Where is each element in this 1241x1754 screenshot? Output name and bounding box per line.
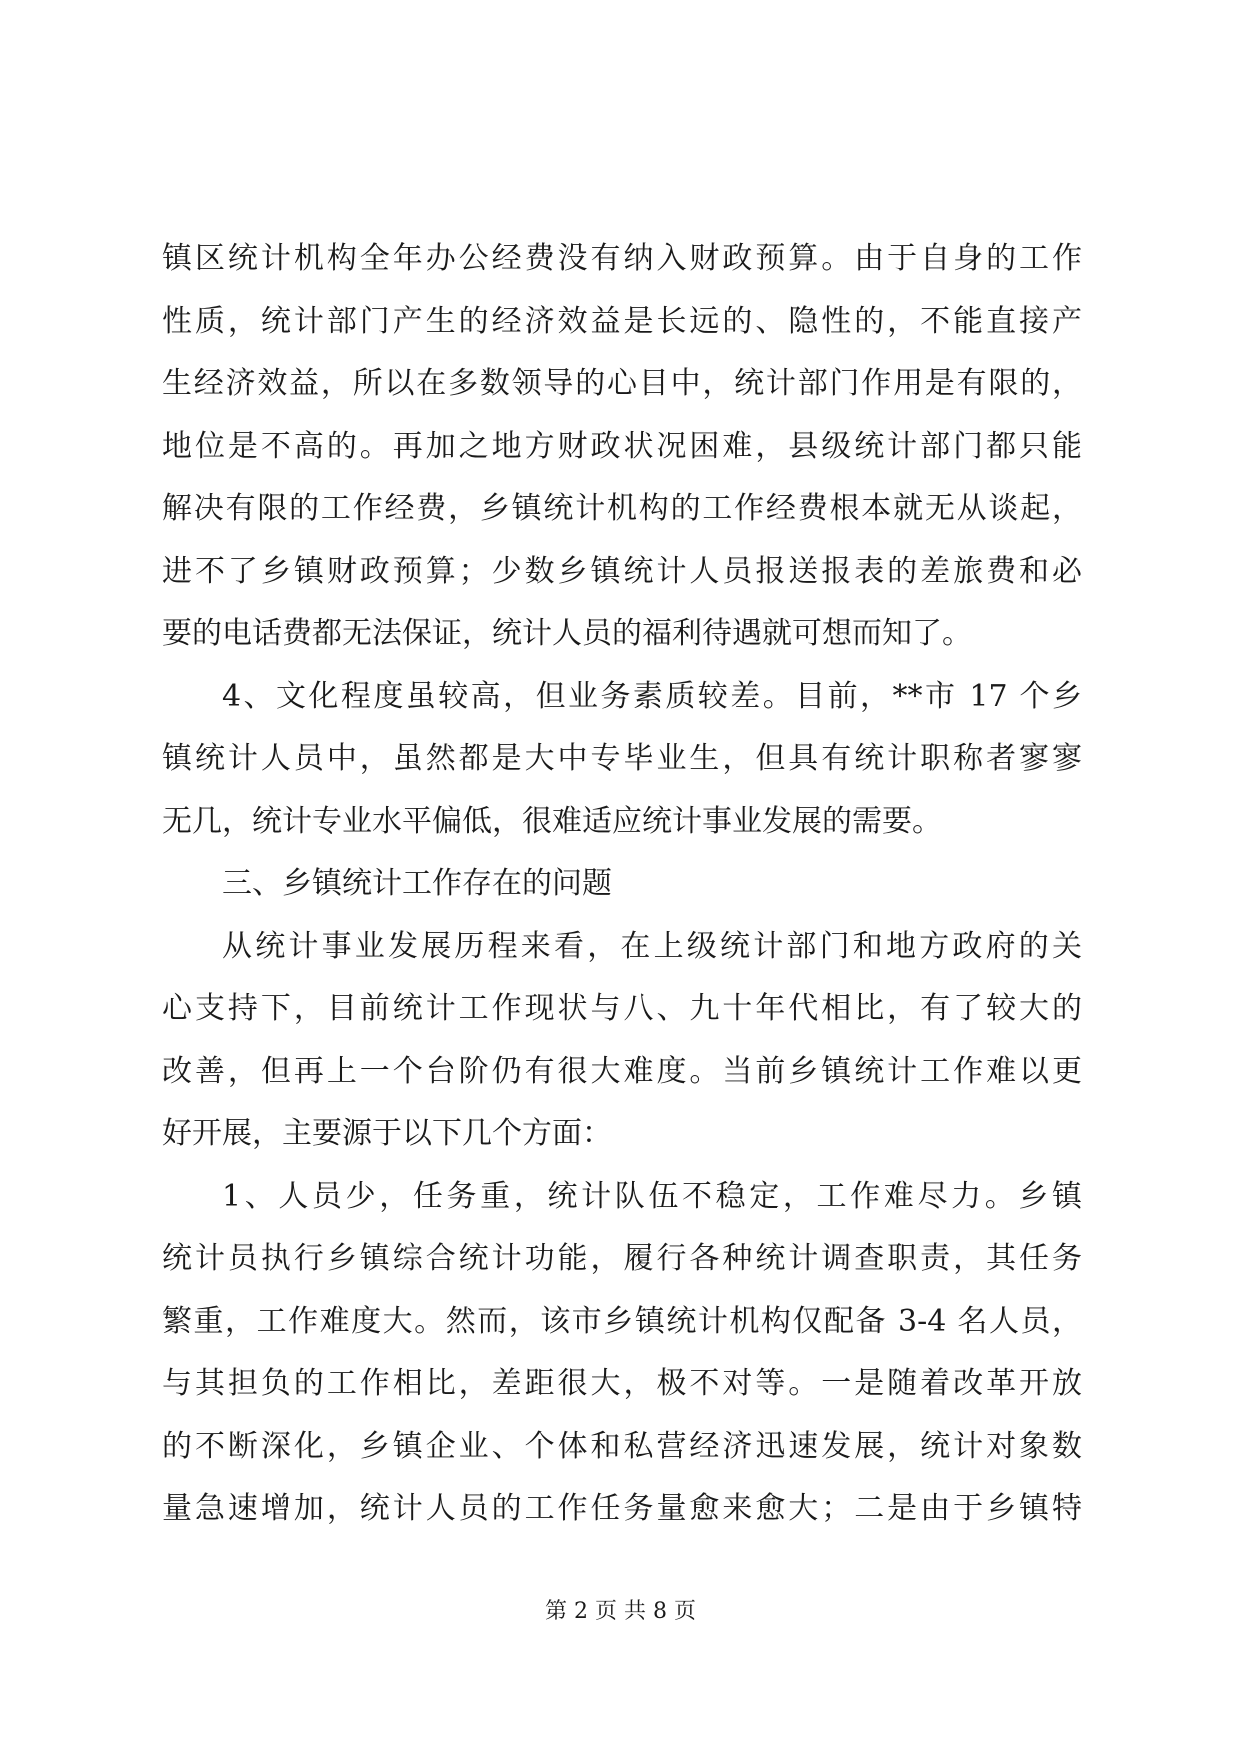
- text-line: 的不断深化，乡镇企业、个体和私营经济迅速发展，统计对象数: [162, 1428, 1082, 1464]
- text-line: 镇区统计机构全年办公经费没有纳入财政预算。由于自身的工作: [162, 241, 1082, 276]
- text-line: 统计员执行乡镇综合统计功能，履行各种统计调查职责，其任务: [162, 1241, 1082, 1276]
- text-line: 生经济效益，所以在多数领导的心目中，统计部门作用是有限的，: [162, 366, 1082, 401]
- paragraph-start-line: 4、文化程度虽较高，但业务素质较差。目前，**市 17 个乡: [222, 678, 1082, 714]
- paragraph-start-line: 从统计事业发展历程来看，在上级统计部门和地方政府的关: [222, 928, 1082, 964]
- text-line: 镇统计人员中，虽然都是大中专毕业生，但具有统计职称者寥寥: [162, 741, 1082, 776]
- text-line: 好开展，主要源于以下几个方面：: [162, 1116, 612, 1151]
- text-line: 改善，但再上一个台阶仍有很大难度。当前乡镇统计工作难以更: [162, 1053, 1082, 1089]
- text-line: 与其担负的工作相比，差距很大，极不对等。一是随着改革开放: [162, 1366, 1082, 1401]
- document-body: [162, 228, 1082, 1541]
- text-line: 心支持下，目前统计工作现状与八、九十年代相比，有了较大的: [162, 991, 1082, 1026]
- text-line: 性质，统计部门产生的经济效益是长远的、隐性的，不能直接产: [162, 303, 1082, 339]
- text-line: 要的电话费都无法保证，统计人员的福利待遇就可想而知了。: [162, 616, 972, 651]
- paragraph-start-line: 1、人员少，任务重，统计队伍不稳定，工作难尽力。乡镇: [222, 1178, 1082, 1214]
- text-line: 无几，统计专业水平偏低，很难适应统计事业发展的需要。: [162, 803, 942, 839]
- text-line: 地位是不高的。再加之地方财政状况困难，县级统计部门都只能: [162, 428, 1082, 464]
- text-line: 进不了乡镇财政预算；少数乡镇统计人员报送报表的差旅费和必: [162, 553, 1082, 589]
- page-number-footer: 第 2 页 共 8 页: [545, 1599, 696, 1624]
- section-heading: 三、乡镇统计工作存在的问题: [222, 866, 612, 901]
- text-line: 解决有限的工作经费，乡镇统计机构的工作经费根本就无从谈起，: [162, 491, 1082, 526]
- text-line: 繁重，工作难度大。然而，该市乡镇统计机构仅配备 3-4 名人员，: [162, 1303, 1082, 1339]
- text-line: 量急速增加，统计人员的工作任务量愈来愈大；二是由于乡镇特: [162, 1491, 1082, 1526]
